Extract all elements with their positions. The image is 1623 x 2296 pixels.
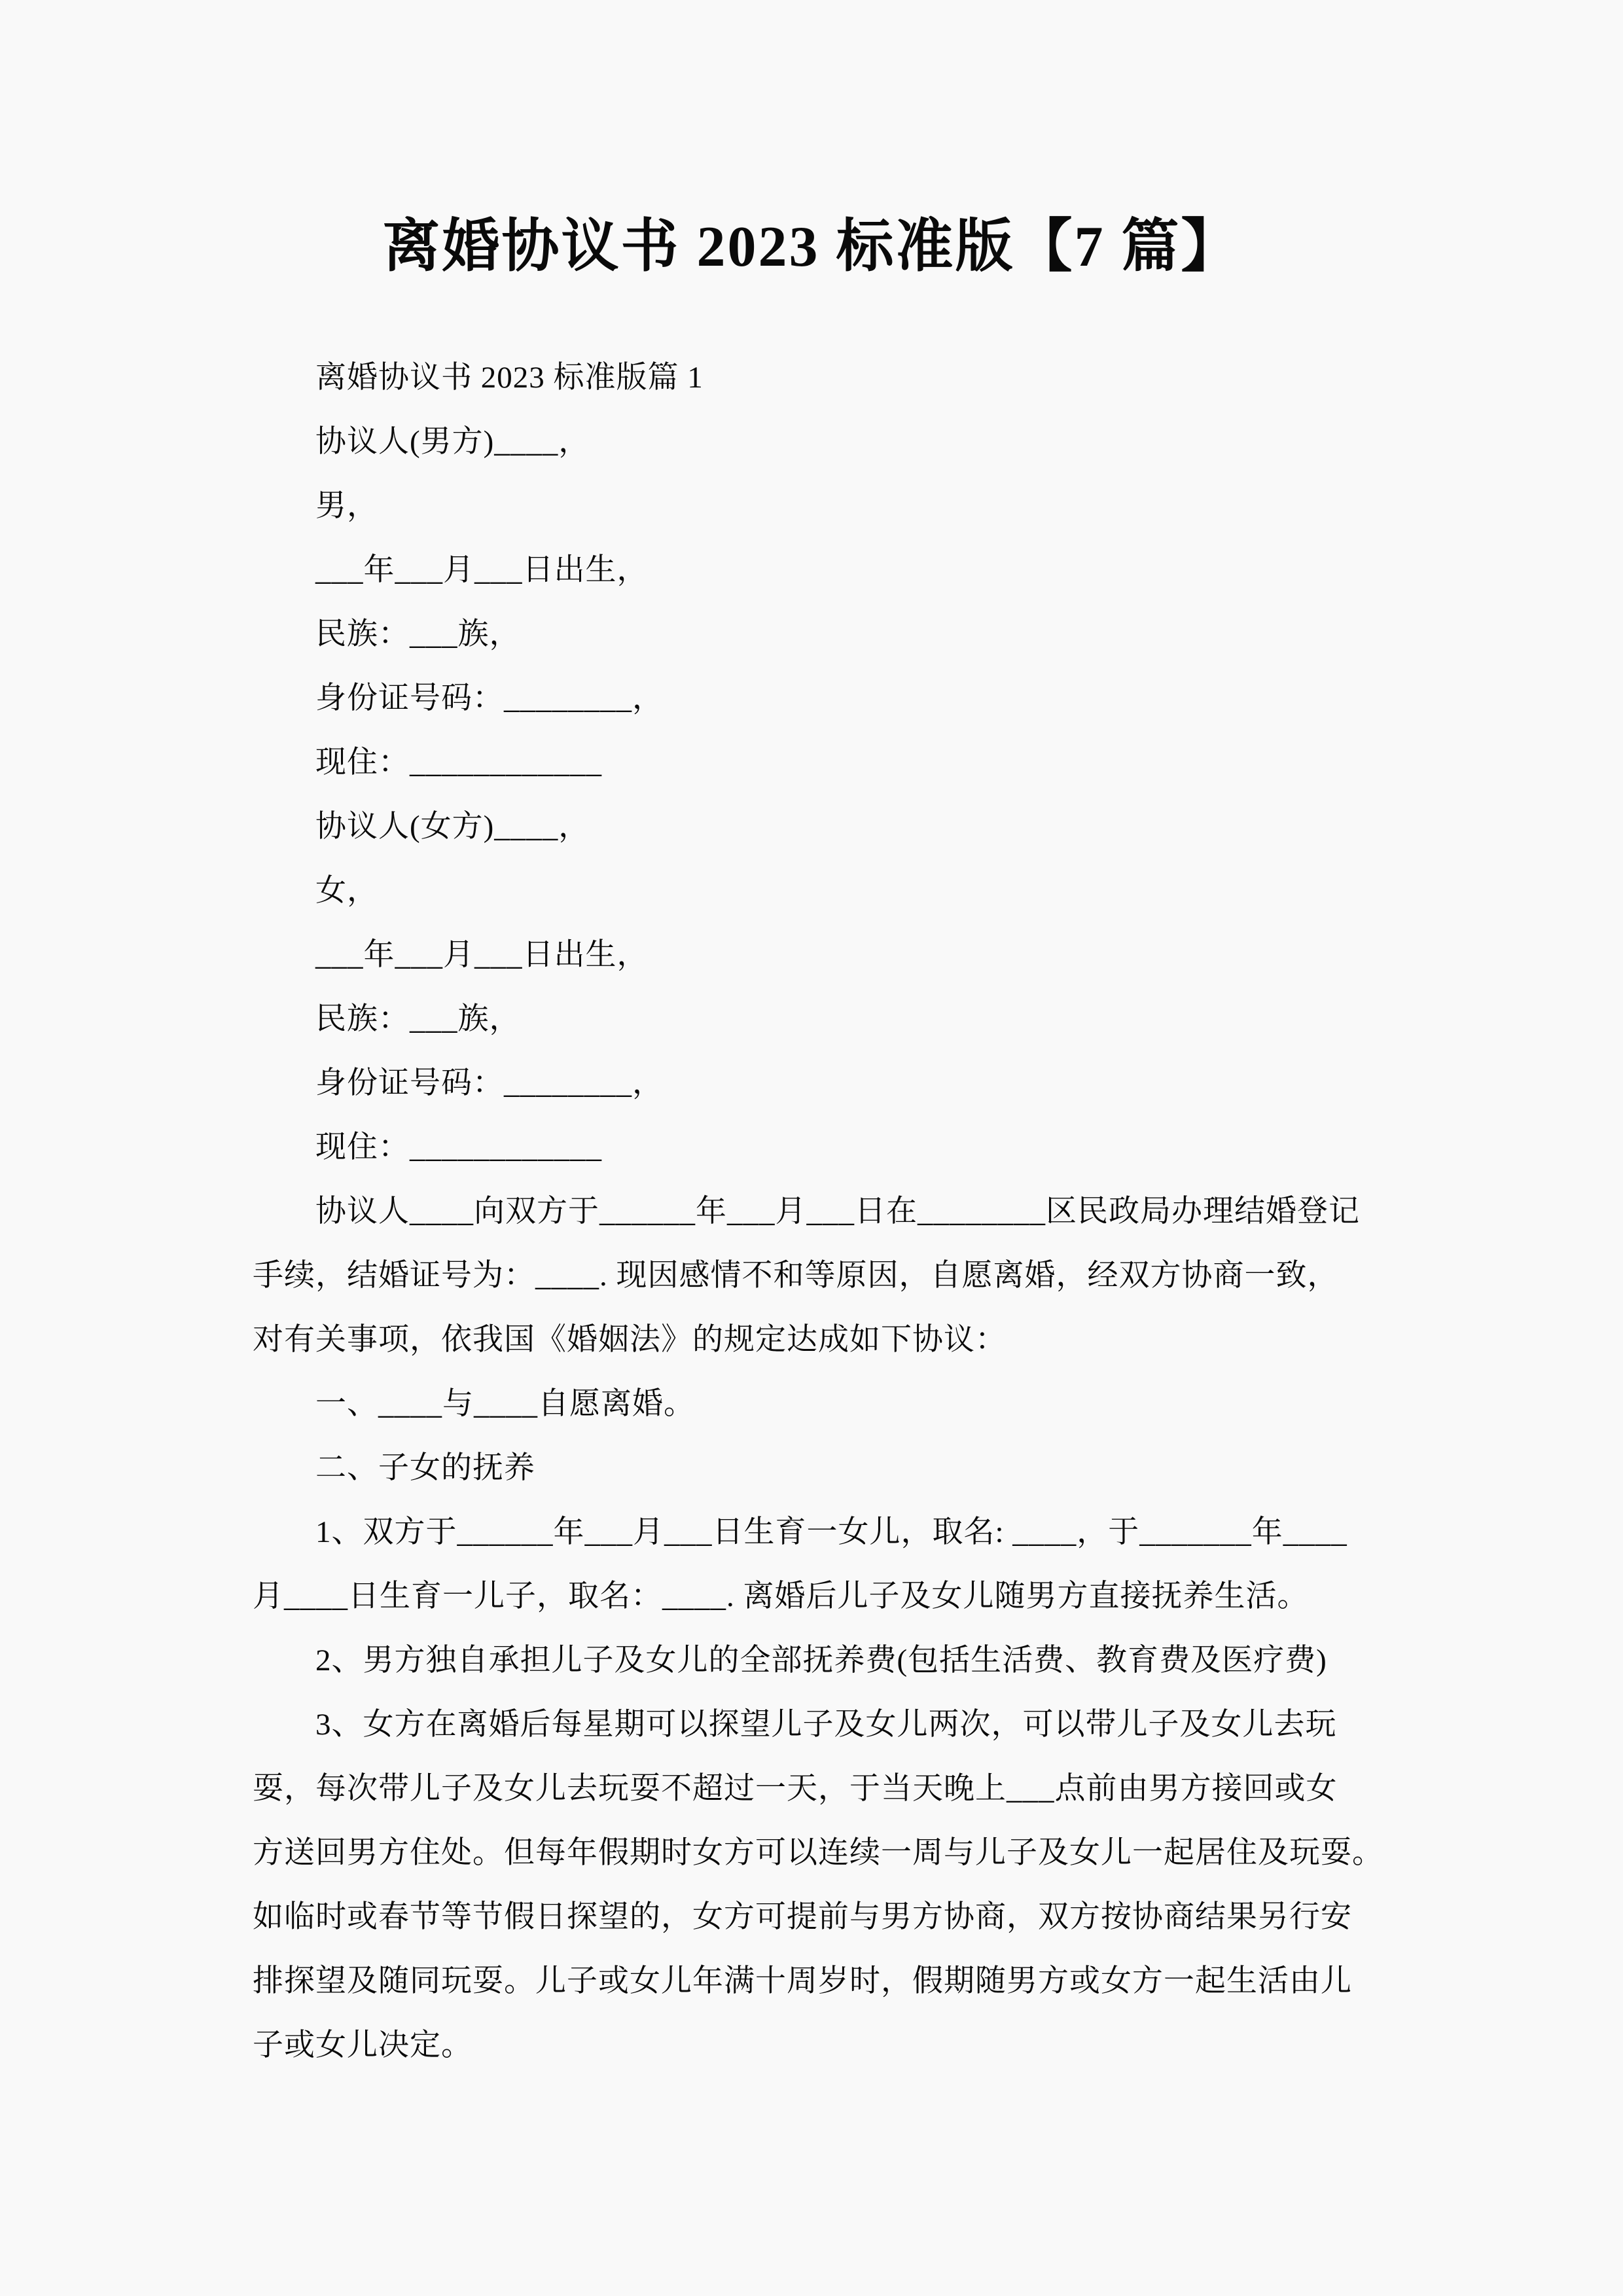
document-line: 身份证号码：________， — [315, 681, 664, 715]
document-line: 方送回男方住处。但每年假期时女方可以连续一周与儿子及女儿一起居住及玩耍。 — [253, 1836, 1383, 1870]
document-title: 离婚协议书 2023 标准版【7 篇】 — [382, 215, 1241, 279]
document-line: 排探望及随同玩耍。儿子或女儿年满十周岁时，假期随男方或女方一起生活由儿 — [253, 1964, 1352, 1998]
document-line: 二、子女的抚养 — [315, 1451, 535, 1485]
document-line: 现住：____________ — [315, 1130, 602, 1164]
document-body — [253, 346, 1383, 2077]
document-line: 子或女儿决定。 — [253, 2028, 473, 2062]
document-line: 协议人(女方)____， — [315, 810, 590, 844]
document-line: 民族：___族， — [315, 1002, 521, 1036]
document-line: ___年___月___日出生， — [315, 553, 649, 587]
document-line: 民族：___族， — [315, 617, 521, 651]
document-line: 协议人(男方)____， — [315, 425, 590, 459]
document-line: 1、双方于______年___月___日生育一女儿，取名: ____，于_______年____ — [315, 1515, 1347, 1549]
document-line: 手续，结婚证号为：____. 现因感情不和等原因，自愿离婚，经双方协商一致， — [253, 1259, 1339, 1293]
document-line: 现住：____________ — [315, 745, 602, 780]
document-line: 女， — [315, 874, 378, 908]
document-line: 耍，每次带儿子及女儿去玩耍不超过一天，于当天晚上___点前由男方接回或女 — [253, 1772, 1338, 1806]
document-line: 3、女方在离婚后每星期可以探望儿子及女儿两次，可以带儿子及女儿去玩 — [315, 1708, 1337, 1742]
document-line: 离婚协议书 2023 标准版篇 1 — [315, 361, 704, 395]
document-line: 如临时或春节等节假日探望的，女方可提前与男方协商，双方按协商结果另行安 — [253, 1900, 1352, 1934]
document-line: ___年___月___日出生， — [315, 938, 649, 972]
document-line: 对有关事项，依我国《婚姻法》的规定达成如下协议： — [253, 1323, 1007, 1357]
document-line: 一、____与____自愿离婚。 — [315, 1387, 695, 1421]
document-line: 协议人____向双方于______年___月___日在________区民政局办理结婚登记 — [315, 1194, 1360, 1229]
document-line: 月____日生育一儿子，取名：____. 离婚后儿子及女儿随男方直接抚养生活。 — [253, 1579, 1309, 1613]
document-line: 2、男方独自承担儿子及女儿的全部抚养费(包括生活费、教育费及医疗费) — [315, 1643, 1327, 1677]
document-line: 男， — [315, 489, 378, 523]
document-line: 身份证号码：________， — [315, 1066, 664, 1100]
